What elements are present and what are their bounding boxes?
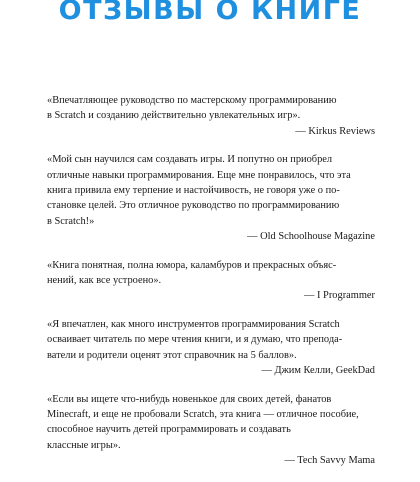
review-line: «Книга понятная, полна юмора, каламбуров и прекрасных объяс- (47, 259, 337, 271)
review-text (47, 392, 375, 454)
review-line: отличные навыки программирования. Еще мне понравилось, что эта (47, 169, 351, 181)
review-text (47, 152, 375, 229)
page-heading: ОТЗЫВЫ О КНИГЕ (58, 0, 362, 20)
review-source: — Tech Savvy Mama (284, 455, 375, 467)
review-source: — Old Schoolhouse Magazine (247, 231, 375, 243)
review-line: осваивает читатель по мере чтения книги, и я думаю, что препода- (47, 334, 343, 346)
review-line: «Мой сын научился сам создавать игры. И попутно он приобрел (47, 154, 333, 166)
review-line: становке целей. Это отличное руководство по программированию (47, 200, 340, 212)
review-line: способное научить детей программировать и создавать (47, 424, 291, 436)
review-source: — Kirkus Reviews (295, 125, 375, 137)
reviews-list (47, 93, 375, 482)
review-line: нений, как все устроено». (47, 275, 162, 287)
review-line: классные игры». (47, 439, 121, 451)
review-line: книга привила ему терпение и настойчивость, не говоря уже о по- (47, 185, 340, 197)
review-line: «Я впечатлен, как много инструментов программирования Scratch (47, 318, 340, 330)
review-line: «Впечатляющее руководство по мастерскому программированию (47, 95, 337, 106)
review-quote (47, 392, 375, 469)
review-line: Minecraft, и еще не пробовали Scratch, эта книга — отличное пособие, (47, 408, 359, 420)
review-text (47, 317, 375, 363)
review-source: — I Programmer (304, 290, 375, 302)
review-line: в Scratch и созданию действительно увлекательных игр». (47, 110, 301, 122)
review-line: «Если вы ищете что-нибудь новенькое для своих детей, фанатов (47, 393, 332, 405)
review-quote (47, 152, 375, 244)
review-text (47, 258, 375, 289)
review-quote (47, 93, 375, 139)
review-text (47, 93, 375, 124)
review-line: в Scratch!» (47, 215, 95, 227)
review-source: — Джим Келли, GeekDad (261, 365, 375, 377)
review-line: ватели и родители оценят этот справочник на 5 баллов». (47, 349, 297, 361)
review-quote (47, 317, 375, 379)
review-quote (47, 258, 375, 304)
